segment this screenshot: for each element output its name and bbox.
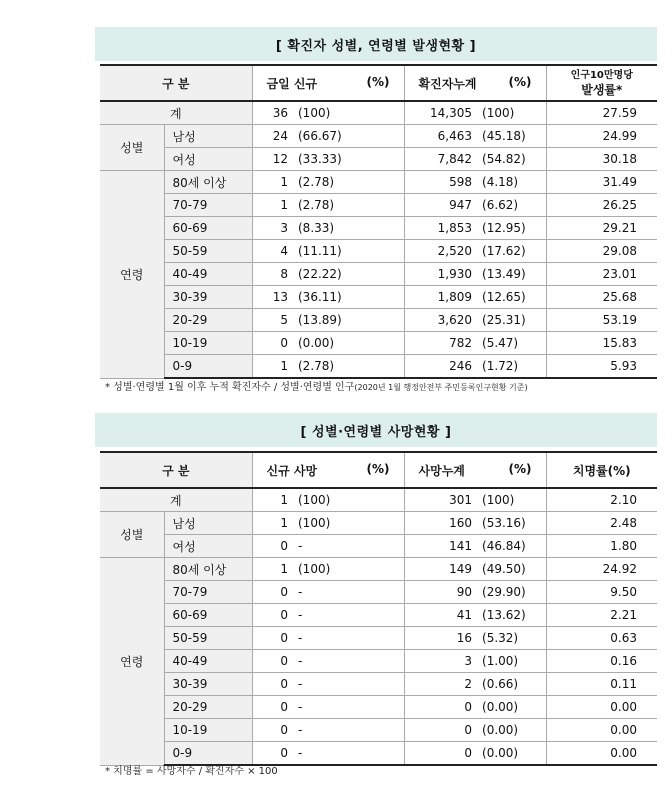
cell-total-pct: (12.95) [476, 217, 546, 240]
header-total [404, 65, 546, 101]
row-label: 남성 [164, 125, 252, 148]
cell-total: 782 [404, 332, 476, 355]
cell-total-pct: (12.65) [476, 286, 546, 309]
cell-total-pct: (4.18) [476, 171, 546, 194]
header-new-label: 금일 신규 [266, 76, 318, 91]
table-row [100, 512, 657, 535]
cell-rate: 2.21 [546, 604, 657, 627]
table-row [100, 332, 657, 355]
cell-rate: 2.10 [546, 488, 657, 512]
cell-new-pct: - [292, 581, 404, 604]
table-row [100, 604, 657, 627]
deaths-footnote: * 치명률 = 사망자수 / 확진자수 × 100 [105, 766, 278, 777]
header-rate: 치명률(%) [546, 452, 657, 488]
cell-total-pct: (53.16) [476, 512, 546, 535]
row-label: 50-59 [164, 240, 252, 263]
cell-total-pct: (5.47) [476, 332, 546, 355]
cell-rate: 53.19 [546, 309, 657, 332]
cell-total-pct: (29.90) [476, 581, 546, 604]
cell-new-pct: (100) [292, 488, 404, 512]
cell-total: 141 [404, 535, 476, 558]
cell-new: 1 [252, 194, 292, 217]
cell-total: 3,620 [404, 309, 476, 332]
group-label-age: 연령 [100, 171, 164, 379]
cell-total: 0 [404, 742, 476, 766]
cell-total: 1,930 [404, 263, 476, 286]
cell-total-pct: (54.82) [476, 148, 546, 171]
row-label: 0-9 [164, 742, 252, 766]
row-label: 40-49 [164, 263, 252, 286]
cell-total: 1,809 [404, 286, 476, 309]
header-total [404, 452, 546, 488]
cell-new-pct: - [292, 742, 404, 766]
confirmed-table [100, 64, 657, 379]
cell-new-pct: - [292, 673, 404, 696]
row-label: 50-59 [164, 627, 252, 650]
cell-new: 8 [252, 263, 292, 286]
group-label-age: 연령 [100, 558, 164, 766]
cell-rate: 25.68 [546, 286, 657, 309]
cell-rate: 23.01 [546, 263, 657, 286]
cell-total-pct: (5.32) [476, 627, 546, 650]
table-row [100, 286, 657, 309]
cell-new-pct: (0.00) [292, 332, 404, 355]
cell-new-pct: (100) [292, 558, 404, 581]
cell-total-pct: (6.62) [476, 194, 546, 217]
cell-new-pct: (100) [292, 101, 404, 125]
cell-rate: 15.83 [546, 332, 657, 355]
cell-total-pct: (100) [476, 488, 546, 512]
cell-new-pct: - [292, 719, 404, 742]
cell-new-pct: (100) [292, 512, 404, 535]
cell-rate: 31.49 [546, 171, 657, 194]
cell-rate: 27.59 [546, 101, 657, 125]
cell-total-pct: (17.62) [476, 240, 546, 263]
cell-total-pct: (49.50) [476, 558, 546, 581]
row-label: 20-29 [164, 696, 252, 719]
cell-new: 1 [252, 488, 292, 512]
header-total-label: 확진자누계 [418, 76, 477, 91]
row-label: 계 [100, 488, 252, 512]
cell-rate: 0.00 [546, 742, 657, 766]
header-rate-top: 인구10만명당 [570, 70, 633, 81]
cell-total-pct: (1.72) [476, 355, 546, 379]
cell-total: 16 [404, 627, 476, 650]
cell-total-pct: (0.00) [476, 719, 546, 742]
cell-new: 0 [252, 696, 292, 719]
cell-rate: 0.63 [546, 627, 657, 650]
cell-rate: 0.00 [546, 696, 657, 719]
cell-rate: 26.25 [546, 194, 657, 217]
header-rate-bottom: 발생률* [581, 83, 623, 97]
header-total-label: 사망누계 [418, 463, 465, 478]
table-header-row [100, 452, 657, 488]
cell-rate: 24.92 [546, 558, 657, 581]
cell-new: 1 [252, 512, 292, 535]
row-label: 30-39 [164, 286, 252, 309]
group-label-gender: 성별 [100, 125, 164, 171]
deaths-table [100, 451, 657, 766]
row-label: 80세 이상 [164, 171, 252, 194]
group-label-gender: 성별 [100, 512, 164, 558]
deaths-section-title: [ 성별·연령별 사망현황 ] [95, 413, 657, 447]
table-row [100, 217, 657, 240]
header-category: 구 분 [100, 452, 252, 488]
cell-total: 3 [404, 650, 476, 673]
cell-rate: 29.08 [546, 240, 657, 263]
table-header-row [100, 65, 657, 101]
table-row [100, 148, 657, 171]
cell-new-pct: (2.78) [292, 355, 404, 379]
cell-new: 1 [252, 355, 292, 379]
confirmed-footnote [105, 378, 528, 393]
row-label: 계 [100, 101, 252, 125]
cell-total-pct: (46.84) [476, 535, 546, 558]
confirmed-footnote-main: * 성별·연령별 1월 이후 누적 확진자수 / 성별·연령별 인구 [105, 382, 355, 393]
cell-total-pct: (100) [476, 101, 546, 125]
cell-new: 0 [252, 581, 292, 604]
row-label: 60-69 [164, 604, 252, 627]
cell-new-pct: (2.78) [292, 171, 404, 194]
table-row [100, 535, 657, 558]
cell-total: 1,853 [404, 217, 476, 240]
cell-new: 0 [252, 673, 292, 696]
row-label: 남성 [164, 512, 252, 535]
cell-total-pct: (0.00) [476, 696, 546, 719]
cell-new: 0 [252, 535, 292, 558]
table-row [100, 719, 657, 742]
header-new [252, 65, 404, 101]
cell-new: 1 [252, 558, 292, 581]
cell-total: 246 [404, 355, 476, 379]
table-row [100, 101, 657, 125]
cell-total: 947 [404, 194, 476, 217]
table-row [100, 240, 657, 263]
table-row [100, 650, 657, 673]
table-row [100, 263, 657, 286]
row-label: 여성 [164, 148, 252, 171]
table-row [100, 627, 657, 650]
cell-new: 3 [252, 217, 292, 240]
row-label: 70-79 [164, 581, 252, 604]
cell-rate: 0.11 [546, 673, 657, 696]
cell-rate: 30.18 [546, 148, 657, 171]
header-total-pct: (%) [508, 461, 532, 476]
cell-new-pct: (11.11) [292, 240, 404, 263]
cell-rate: 1.80 [546, 535, 657, 558]
row-label: 10-19 [164, 719, 252, 742]
table-row [100, 558, 657, 581]
cell-new-pct: (8.33) [292, 217, 404, 240]
cell-new: 0 [252, 332, 292, 355]
cell-total-pct: (45.18) [476, 125, 546, 148]
cell-total-pct: (0.00) [476, 742, 546, 766]
cell-rate: 5.93 [546, 355, 657, 379]
cell-new-pct: - [292, 650, 404, 673]
header-category: 구 분 [100, 65, 252, 101]
cell-new: 0 [252, 627, 292, 650]
header-new-label: 신규 사망 [266, 463, 318, 478]
cell-total: 90 [404, 581, 476, 604]
cell-new: 0 [252, 742, 292, 766]
cell-total: 41 [404, 604, 476, 627]
cell-new-pct: - [292, 696, 404, 719]
cell-rate: 24.99 [546, 125, 657, 148]
table-row [100, 581, 657, 604]
cell-new: 24 [252, 125, 292, 148]
table-row [100, 673, 657, 696]
cell-total-pct: (13.62) [476, 604, 546, 627]
cell-new-pct: - [292, 604, 404, 627]
cell-new-pct: - [292, 627, 404, 650]
cell-new-pct: (33.33) [292, 148, 404, 171]
table-row [100, 696, 657, 719]
cell-total-pct: (1.00) [476, 650, 546, 673]
cell-total-pct: (25.31) [476, 309, 546, 332]
cell-total: 14,305 [404, 101, 476, 125]
cell-total: 301 [404, 488, 476, 512]
cell-new-pct: (2.78) [292, 194, 404, 217]
row-label: 20-29 [164, 309, 252, 332]
header-new-pct: (%) [366, 461, 390, 476]
cell-total: 2,520 [404, 240, 476, 263]
table-row [100, 171, 657, 194]
cell-new: 0 [252, 650, 292, 673]
row-label: 80세 이상 [164, 558, 252, 581]
cell-total-pct: (13.49) [476, 263, 546, 286]
row-label: 70-79 [164, 194, 252, 217]
cell-rate: 0.16 [546, 650, 657, 673]
cell-total: 598 [404, 171, 476, 194]
header-new-pct: (%) [366, 74, 390, 89]
cell-total: 0 [404, 696, 476, 719]
cell-new-pct: (36.11) [292, 286, 404, 309]
cell-new: 0 [252, 719, 292, 742]
row-label: 여성 [164, 535, 252, 558]
cell-rate: 2.48 [546, 512, 657, 535]
cell-total: 6,463 [404, 125, 476, 148]
cell-new: 12 [252, 148, 292, 171]
table-row [100, 355, 657, 379]
row-label: 40-49 [164, 650, 252, 673]
table-row [100, 125, 657, 148]
cell-new: 0 [252, 604, 292, 627]
cell-new: 13 [252, 286, 292, 309]
row-label: 10-19 [164, 332, 252, 355]
header-rate [546, 65, 657, 101]
cell-rate: 9.50 [546, 581, 657, 604]
cell-rate: 0.00 [546, 719, 657, 742]
cell-new: 5 [252, 309, 292, 332]
cell-total: 160 [404, 512, 476, 535]
cell-total: 2 [404, 673, 476, 696]
cell-rate: 29.21 [546, 217, 657, 240]
cell-total-pct: (0.66) [476, 673, 546, 696]
cell-new-pct: (13.89) [292, 309, 404, 332]
cell-new-pct: (22.22) [292, 263, 404, 286]
table-row [100, 194, 657, 217]
cell-total: 149 [404, 558, 476, 581]
confirmed-section-title: [ 확진자 성별, 연령별 발생현황 ] [95, 27, 657, 61]
cell-new: 4 [252, 240, 292, 263]
row-label: 60-69 [164, 217, 252, 240]
cell-new: 36 [252, 101, 292, 125]
row-label: 0-9 [164, 355, 252, 379]
confirmed-footnote-source: (2020년 1월 행정안전부 주민등록인구현황 기준) [354, 383, 528, 392]
cell-new: 1 [252, 171, 292, 194]
row-label: 30-39 [164, 673, 252, 696]
cell-total: 7,842 [404, 148, 476, 171]
table-row [100, 309, 657, 332]
cell-new-pct: (66.67) [292, 125, 404, 148]
cell-new-pct: - [292, 535, 404, 558]
cell-total: 0 [404, 719, 476, 742]
header-total-pct: (%) [508, 74, 532, 89]
header-new [252, 452, 404, 488]
table-row [100, 488, 657, 512]
